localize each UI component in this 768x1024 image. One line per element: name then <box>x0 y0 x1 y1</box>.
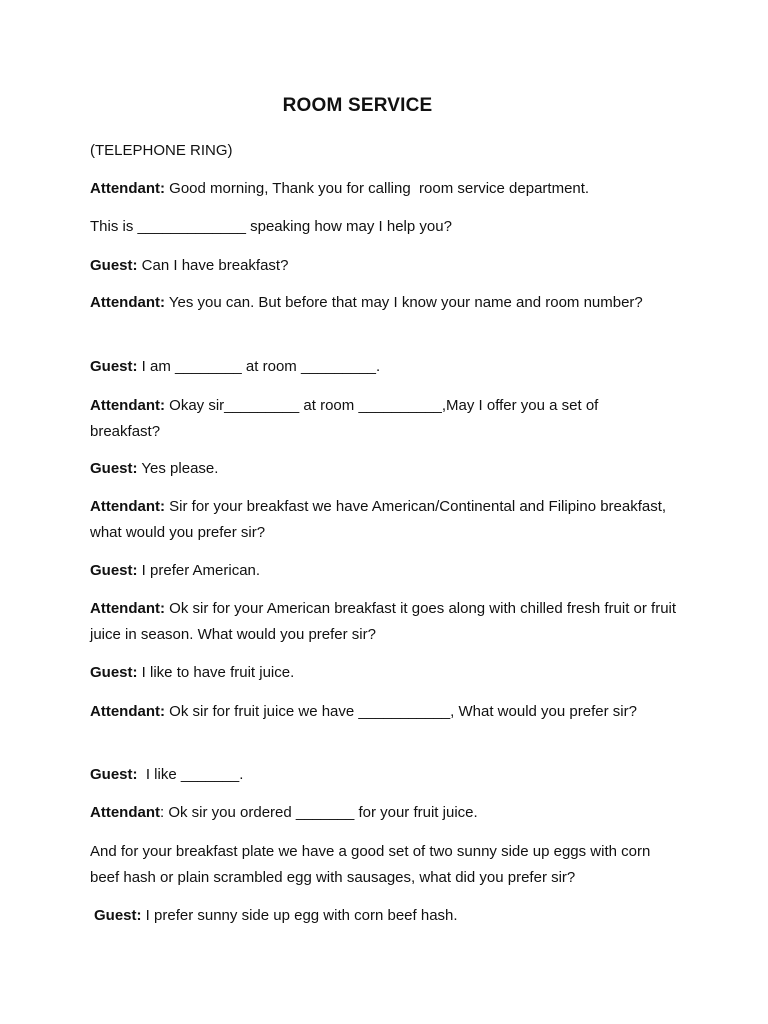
dialogue-line <box>90 558 690 584</box>
line-text: I prefer sunny side up egg with corn beef hash. <box>141 907 458 924</box>
line-text: : Ok sir you ordered _______ for your fruit juice. <box>160 804 478 821</box>
line-text: Yes you can. But before that may I know your name and room number? <box>165 294 643 311</box>
line-text: Good morning, Thank you for calling room service department. <box>165 180 590 197</box>
line-text: Yes please. <box>137 460 219 477</box>
dialogue-line <box>90 699 670 725</box>
dialogue-line <box>90 214 690 240</box>
line-text: (TELEPHONE RING) <box>90 142 233 159</box>
dialogue-line <box>94 903 694 929</box>
dialogue-line <box>90 596 690 648</box>
dialogue-line <box>90 839 680 891</box>
speaker-label: Guest: <box>90 766 138 783</box>
speaker-label: Guest: <box>90 358 138 375</box>
speaker-label: Guest: <box>90 460 138 477</box>
line-text: This is _____________ speaking how may I help you? <box>90 218 452 235</box>
dialogue-line <box>90 456 690 482</box>
speaker-label: Attendant <box>90 804 160 821</box>
speaker-label: Guest: <box>90 664 138 681</box>
line-text: Can I have breakfast? <box>137 257 289 274</box>
line-text: Ok sir for your American breakfast it goes along with chilled fresh fruit or fruit juice in season. What would you prefer sir? <box>90 600 681 643</box>
dialogue-line <box>90 494 670 546</box>
page-title: ROOM SERVICE <box>282 95 433 116</box>
line-text: Sir for your breakfast we have American/Continental and Filipino breakfast, what would you prefer sir? <box>90 498 671 541</box>
line-text: I like _______. <box>137 766 244 783</box>
dialogue-line <box>90 354 690 380</box>
speaker-label: Attendant: <box>90 703 165 720</box>
speaker-label: Attendant: <box>90 180 165 197</box>
speaker-label: Attendant: <box>90 397 165 414</box>
speaker-label: Guest: <box>94 907 142 924</box>
dialogue-line <box>90 138 690 164</box>
dialogue-line <box>90 290 650 316</box>
speaker-label: Guest: <box>90 562 138 579</box>
line-text: And for your breakfast plate we have a good set of two sunny side up eggs with corn beef hash or plain scrambled egg with sausages, what did you prefer sir? <box>90 843 655 886</box>
speaker-label: Attendant: <box>90 498 165 515</box>
line-text: I like to have fruit juice. <box>137 664 295 681</box>
speaker-label: Attendant: <box>90 600 165 617</box>
line-text: I am ________ at room _________. <box>137 358 381 375</box>
dialogue-line <box>90 660 690 686</box>
line-text: I prefer American. <box>137 562 261 579</box>
dialogue-line <box>90 253 690 279</box>
line-text: Ok sir for fruit juice we have ___________, What would you prefer sir? <box>165 703 637 720</box>
dialogue-line <box>90 800 690 826</box>
dialogue-line <box>90 762 690 788</box>
line-text: Okay sir_________ at room __________,May I offer you a set of breakfast? <box>90 397 603 440</box>
speaker-label: Attendant: <box>90 294 165 311</box>
dialogue-line <box>90 176 690 202</box>
speaker-label: Guest: <box>90 257 138 274</box>
dialogue-line <box>90 393 670 445</box>
